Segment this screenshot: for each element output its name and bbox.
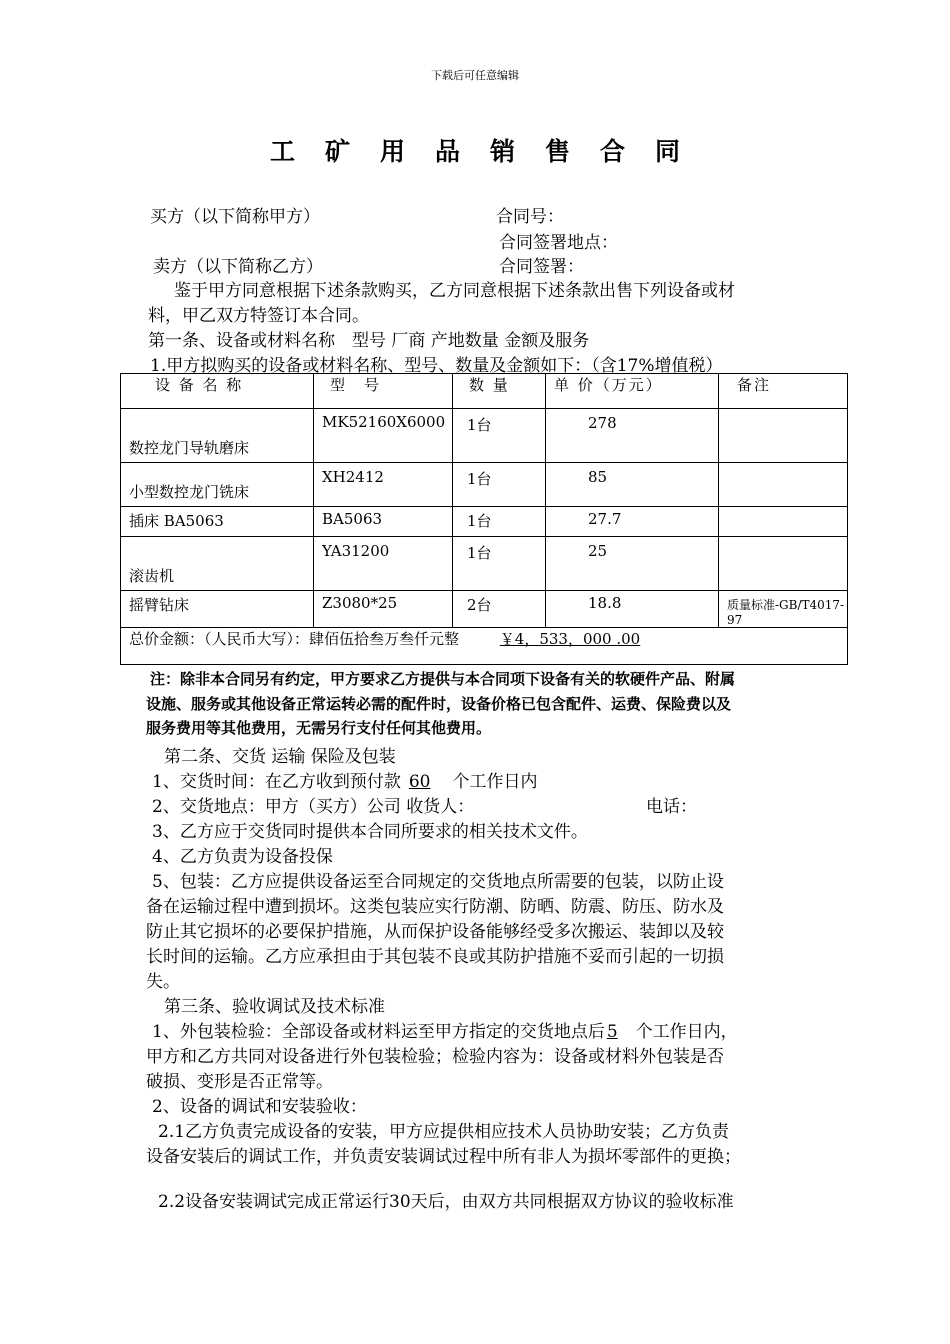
row-qty: 1台	[453, 463, 546, 507]
note-line-2: 设施、服务或其他设备正常运转必需的配件时，设备价格已包含配件、运费、保险费以及	[146, 695, 732, 713]
contract-no-label: 合同号：	[496, 207, 564, 227]
delivery-time-suffix: 个工作日内	[452, 772, 538, 792]
table-row	[121, 507, 848, 537]
row-model: XH2412	[314, 463, 453, 507]
article2-item5-line4: 长时间的运输。乙方应承担由于其包装不良或其防护措施不妥而引起的一切损	[146, 947, 724, 967]
article2-item5-line5: 失。	[146, 972, 180, 992]
row-model: YA31200	[314, 537, 453, 591]
inspection-suffix: 个工作日内，	[635, 1022, 738, 1042]
row-remark	[719, 537, 848, 591]
sign-place-label: 合同签署地点：	[499, 233, 618, 253]
table-row	[121, 409, 848, 463]
article2-item4: 4、乙方负责为设备投保	[152, 847, 333, 867]
equipment-table	[120, 373, 848, 665]
header-model: 型 号	[314, 374, 453, 409]
delivery-time-prefix: 1、交货时间：在乙方收到预付款	[152, 772, 401, 792]
article3-item1-line2: 甲方和乙方共同对设备进行外包装检验；检验内容为：设备或材料外包装是否	[146, 1047, 724, 1067]
total-value: ￥4，533，000 .00	[499, 630, 641, 648]
row-name: 摇臂钻床	[121, 591, 314, 628]
note-line-3: 服务费用等其他费用，无需另行支付任何其他费用。	[146, 719, 492, 737]
header-price: 单 价（万元）	[546, 374, 719, 409]
row-price: 27.7	[546, 507, 719, 537]
delivery-days: 60	[408, 772, 431, 792]
intro-line-2: 料，甲乙双方特签订本合同。	[148, 306, 369, 326]
row-model: Z3080*25	[314, 591, 453, 628]
total-label: 总价金额：（人民币大写）：肆佰伍拾叁万叁仟元整	[129, 630, 460, 648]
article2-item5-line2: 备在运输过程中遭到损坏。这类包装应实行防潮、防晒、防震、防压、防水及	[146, 897, 724, 917]
article2-item3: 3、乙方应于交货同时提供本合同所要求的相关技术文件。	[152, 822, 588, 842]
header-name: 设 备 名 称	[121, 374, 314, 409]
header-qty: 数 量	[453, 374, 546, 409]
article2-item2: 2、交货地点：甲方（买方）公司 收货人：	[152, 797, 475, 817]
article3-title: 第三条、验收调试及技术标准	[164, 997, 385, 1017]
row-model: MK52160X6000	[314, 409, 453, 463]
row-price: 278	[546, 409, 719, 463]
total-row	[121, 628, 848, 665]
total-cell	[121, 628, 848, 665]
row-remark	[719, 463, 848, 507]
article1-item1: 1.甲方拟购买的设备或材料名称、型号、数量及金额如下：（含17%增值税）	[150, 356, 723, 376]
row-name: 滚齿机	[121, 537, 314, 591]
row-qty: 1台	[453, 507, 546, 537]
row-qty: 1台	[453, 537, 546, 591]
header-remark: 备注	[719, 374, 848, 409]
row-price: 18.8	[546, 591, 719, 628]
article2-item5-line3: 防止其它损坏的必要保护措施，从而保护设备能够经受多次搬运、装卸以及较	[146, 922, 724, 942]
inspection-prefix: 1、外包装检验：全部设备或材料运至甲方指定的交货地点后	[152, 1022, 605, 1042]
article3-item2-2-line1: 2.2设备安装调试完成正常运行30天后，由双方共同根据双方协议的验收标准	[158, 1192, 734, 1212]
note-line-1: 注：除非本合同另有约定，甲方要求乙方提供与本合同项下设备有关的软硬件产品、附属	[150, 670, 736, 688]
article2-item5-line1: 5、包装：乙方应提供设备运至合同规定的交货地点所需要的包装，以防止设	[152, 872, 724, 892]
intro-line-1: 鉴于甲方同意根据下述条款购买，乙方同意根据下述条款出售下列设备或材	[174, 281, 735, 301]
row-remark: 质量标准-GB/T4017-97	[719, 591, 848, 628]
phone-label: 电话：	[646, 797, 697, 817]
row-price: 25	[546, 537, 719, 591]
header-note: 下载后可任意编辑	[431, 69, 519, 82]
row-name: 数控龙门导轨磨床	[121, 409, 314, 463]
row-remark	[719, 507, 848, 537]
row-price: 85	[546, 463, 719, 507]
row-remark	[719, 409, 848, 463]
table-row	[121, 537, 848, 591]
row-qty: 1台	[453, 409, 546, 463]
article2-title: 第二条、交货 运输 保险及包装	[164, 747, 396, 767]
row-qty: 2台	[453, 591, 546, 628]
table-row	[121, 463, 848, 507]
row-name: 小型数控龙门铣床	[121, 463, 314, 507]
table-row	[121, 591, 848, 628]
article2-item1	[152, 767, 537, 792]
inspection-days: 5	[606, 1022, 618, 1042]
article1-title: 第一条、设备或材料名称 型号 厂商 产地数量 金额及服务	[148, 331, 590, 351]
article3-item2-1-line2: 设备安装后的调试工作，并负责安装调试过程中所有非人为损坏零部件的更换；	[146, 1147, 741, 1167]
sign-date-label: 合同签署：	[499, 257, 584, 277]
seller-label: 卖方（以下简称乙方）	[153, 257, 323, 277]
article3-item2: 2、设备的调试和安装验收：	[152, 1097, 367, 1117]
row-name: 插床 BA5063	[121, 507, 314, 537]
table-header-row	[121, 374, 848, 409]
article3-item1	[152, 1017, 738, 1042]
row-model: BA5063	[314, 507, 453, 537]
article3-item1-line3: 破损、变形是否正常等。	[146, 1072, 333, 1092]
article3-item2-1-line1: 2.1乙方负责完成设备的安装，甲方应提供相应技术人员协助安装；乙方负责	[158, 1122, 730, 1142]
buyer-label: 买方（以下简称甲方）	[150, 207, 320, 227]
contract-title: 工矿用品销售合同	[269, 137, 710, 166]
